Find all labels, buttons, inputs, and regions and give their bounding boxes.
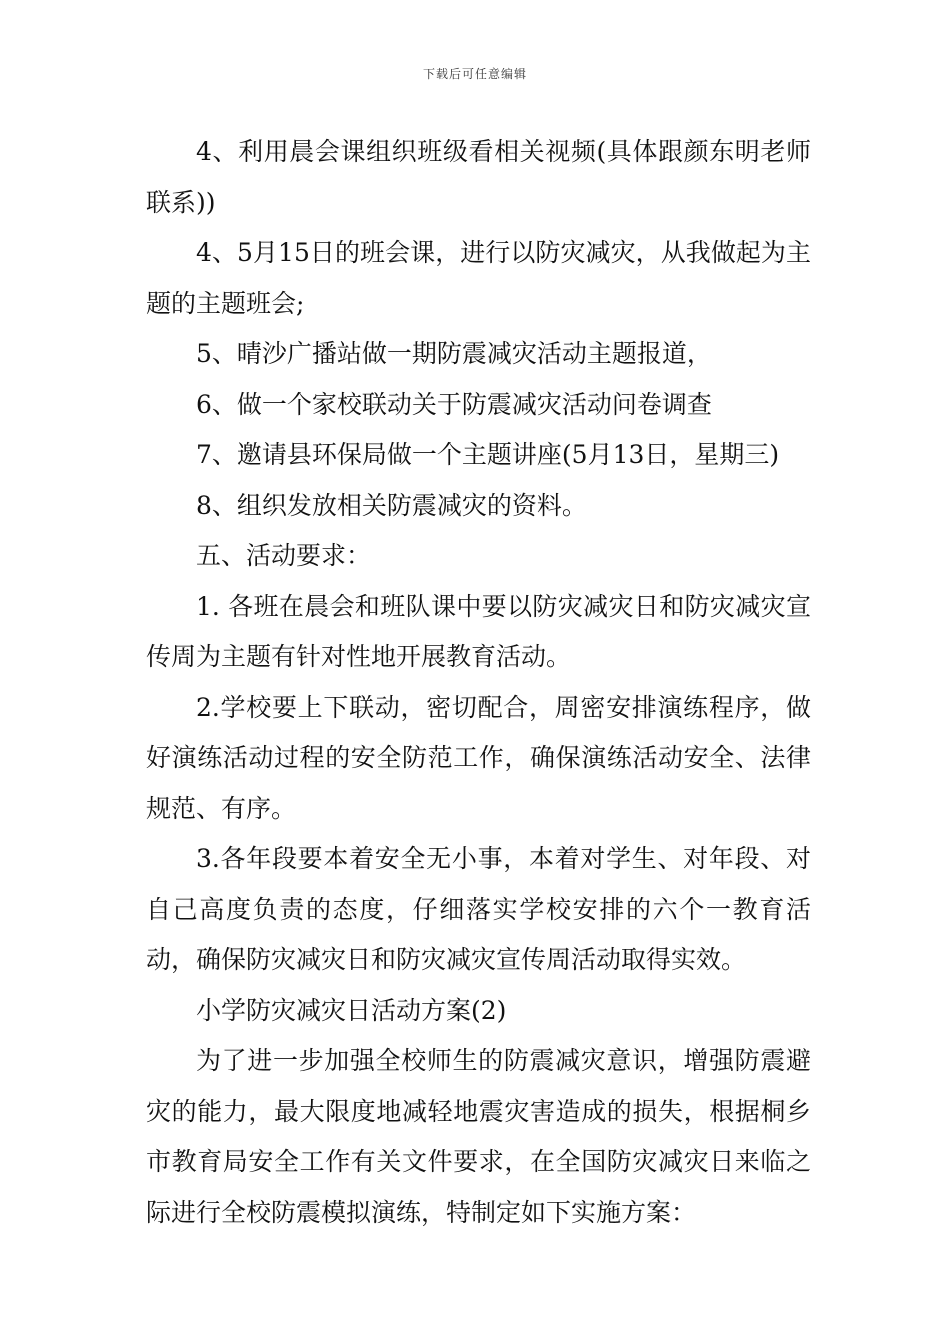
section-heading-requirements: 五、活动要求： (196, 541, 372, 570)
document-body (146, 127, 811, 1238)
paragraph-requirement-1: 1. 各班在晨会和班队课中要以防灾减灾日和防灾减灾宣传周为主题有针对性地开展教育活动。 (146, 591, 811, 671)
paragraph-requirement-2: 2.学校要上下联动，密切配合，周密安排演练程序，做好演练活动过程的安全防范工作，确保演练活动安全、法律规范、有序。 (146, 692, 811, 823)
paragraph-item-6-survey: 6、做一个家校联动关于防震减灾活动问卷调查 (196, 389, 712, 419)
document-subtitle: 小学防灾减灾日活动方案(2) (196, 995, 507, 1025)
paragraph-item-7-lecture: 7、邀请县环保局做一个主题讲座(5月13日，星期三) (196, 440, 780, 469)
paragraph-intro: 为了进一步加强全校师生的防震减灾意识，增强防震避灾的能力，最大限度地减轻地震灾害造成的损失，根据桐乡市教育局安全工作有关文件要求，在全国防灾减灾日来临之际进行全校防震模拟演练，特制定如下实施方案： (146, 1046, 811, 1227)
paragraph-item-4-video: 4、利用晨会课组织班级看相关视频(具体跟颜东明老师联系)) (146, 137, 811, 217)
paragraph-item-4-class-meeting: 4、5月15日的班会课，进行以防灾减灾，从我做起为主题的主题班会; (146, 238, 811, 318)
paragraph-item-5-broadcast: 5、晴沙广播站做一期防震减灾活动主题报道， (196, 339, 712, 368)
paragraph-requirement-3: 3.各年段要本着安全无小事，本着对学生、对年段、对自己高度负责的态度，仔细落实学校安排的六个一教育活动，确保防灾减灾日和防灾减灾宣传周活动取得实效。 (146, 844, 811, 974)
paragraph-item-8-materials: 8、组织发放相关防震减灾的资料。 (196, 490, 587, 520)
page-header: 下载后可任意编辑 (422, 67, 527, 81)
